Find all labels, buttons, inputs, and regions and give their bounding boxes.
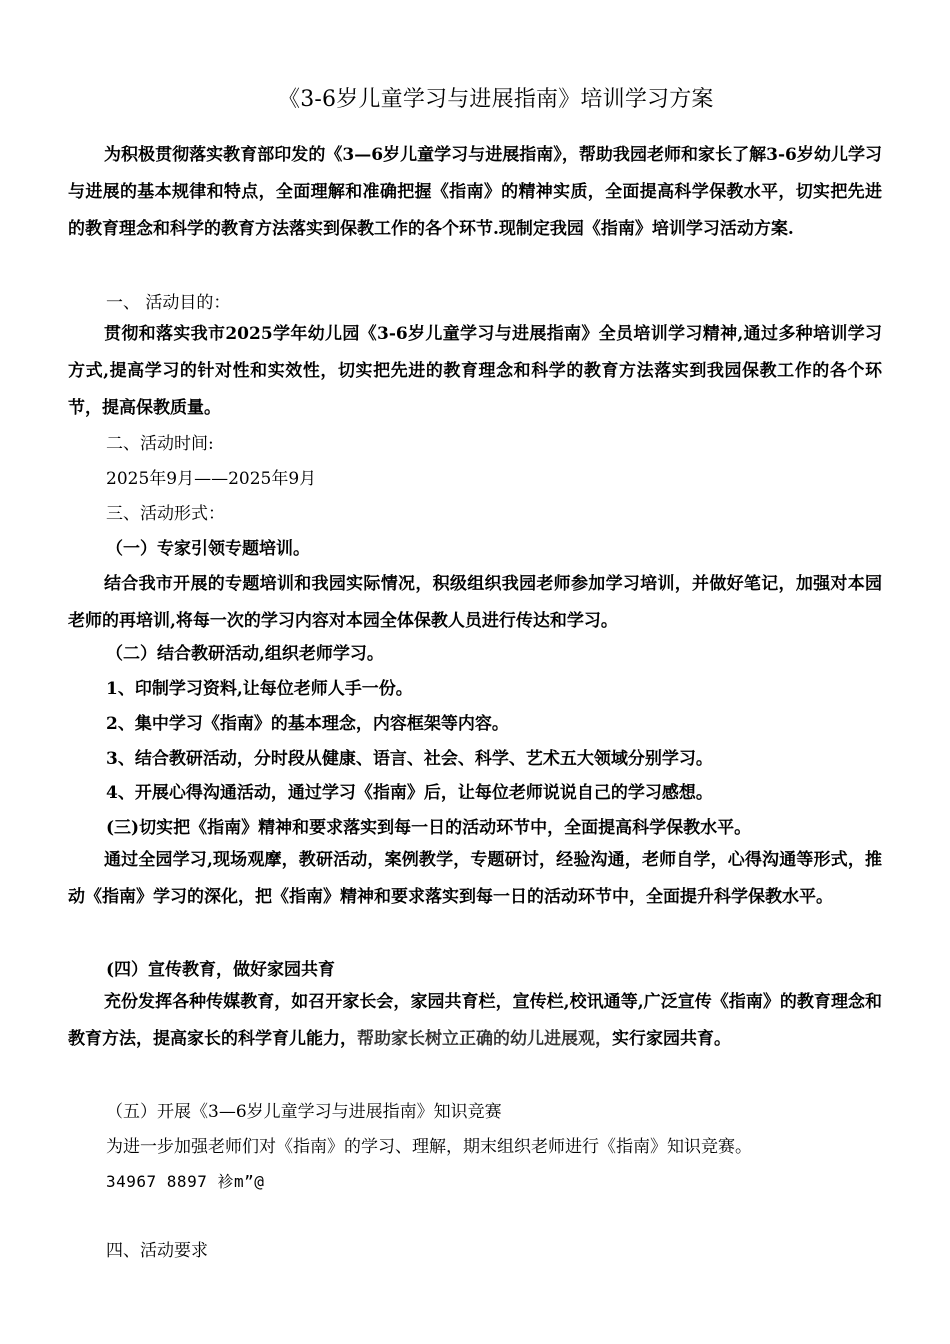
- sub2-item-1: 1、印制学习资料,让每位老师人手一份。: [106, 679, 413, 699]
- sub1-heading: （一）专家引领专题培训。: [106, 539, 310, 559]
- section2-heading: 二、活动时间:: [106, 434, 214, 454]
- section1-body: 贯彻和落实我市2025学年幼儿园《3-6岁儿童学习与进展指南》全员培训学习精神,通过多种培训学习方式,提高学习的针对性和实效性，切实把先进的教育理念和科学的教育方法落实到我园保教工作的各个环节，提高保教质量。: [68, 324, 882, 418]
- sub2-item-4: 4、开展心得沟通活动，通过学习《指南》后，让每位老师说说自己的学习感想。: [106, 783, 713, 803]
- sub4-body-part2: 帮助家长树立正确的幼儿进展观，: [357, 1029, 612, 1049]
- sub2-item-2: 2、集中学习《指南》的基本理念，内容框架等内容。: [106, 714, 509, 734]
- stray-text: 34967 8897 袗m”@: [106, 1172, 265, 1191]
- section4-heading: 四、活动要求: [106, 1241, 208, 1261]
- section3-heading: 三、活动形式：: [106, 504, 225, 524]
- intro-paragraph: 为积极贯彻落实教育部印发的《3—6岁儿童学习与进展指南》，帮助我园老师和家长了解3-6岁幼儿学习与进展的基本规律和特点，全面理解和准确把握《指南》的精神实质，全面提高科学保教水平，切实把先进的教育理念和科学的教育方法落实到保教工作的各个环节.现制定我园《指南》培训学习活动方案.: [68, 145, 882, 239]
- sub4-body: [68, 984, 882, 1058]
- sub3-body: 通过全园学习,现场观摩，教研活动，案例教学，专题研讨，经验沟通，老师自学，心得沟通等形式，推动《指南》学习的深化，把《指南》精神和要求落实到每一日的活动环节中，全面提升科学保教水平。: [68, 850, 882, 907]
- sub3-heading: (三)切实把《指南》精神和要求落实到每一日的活动环节中，全面提高科学保教水平。: [106, 818, 752, 838]
- sub2-heading: （二）结合教研活动,组织老师学习。: [106, 644, 384, 664]
- section1-heading: 一、 活动目的：: [106, 293, 231, 313]
- section2-body: 2025年9月——2025年9月: [106, 469, 317, 489]
- sub4-body-part3: 实行家园共育。: [612, 1029, 731, 1049]
- sub5-body: 为进一步加强老师们对《指南》的学习、理解，期末组织老师进行《指南》知识竞赛。: [106, 1137, 752, 1157]
- sub5-heading: （五）开展《3—6岁儿童学习与进展指南》知识竞赛: [106, 1102, 502, 1122]
- sub2-item-3: 3、结合教研活动，分时段从健康、语言、社会、科学、艺术五大领域分别学习。: [106, 749, 713, 769]
- document-title: 《3-6岁儿童学习与进展指南》培训学习方案: [278, 87, 714, 112]
- sub4-body-part1: 充份发挥各种传媒教育，如召开家长会，家园共育栏，宣传栏,校讯通等,广泛宣传《指南》的教育理念和教育方法，提高家长的科学育儿能力，: [68, 992, 882, 1049]
- sub1-body: 结合我市开展的专题培训和我园实际情况，积级组织我园老师参加学习培训，并做好笔记，加强对本园老师的再培训,将每一次的学习内容对本园全体保教人员进行传达和学习。: [68, 574, 882, 631]
- sub4-heading: (四）宣传教育，做好家园共育: [106, 960, 336, 980]
